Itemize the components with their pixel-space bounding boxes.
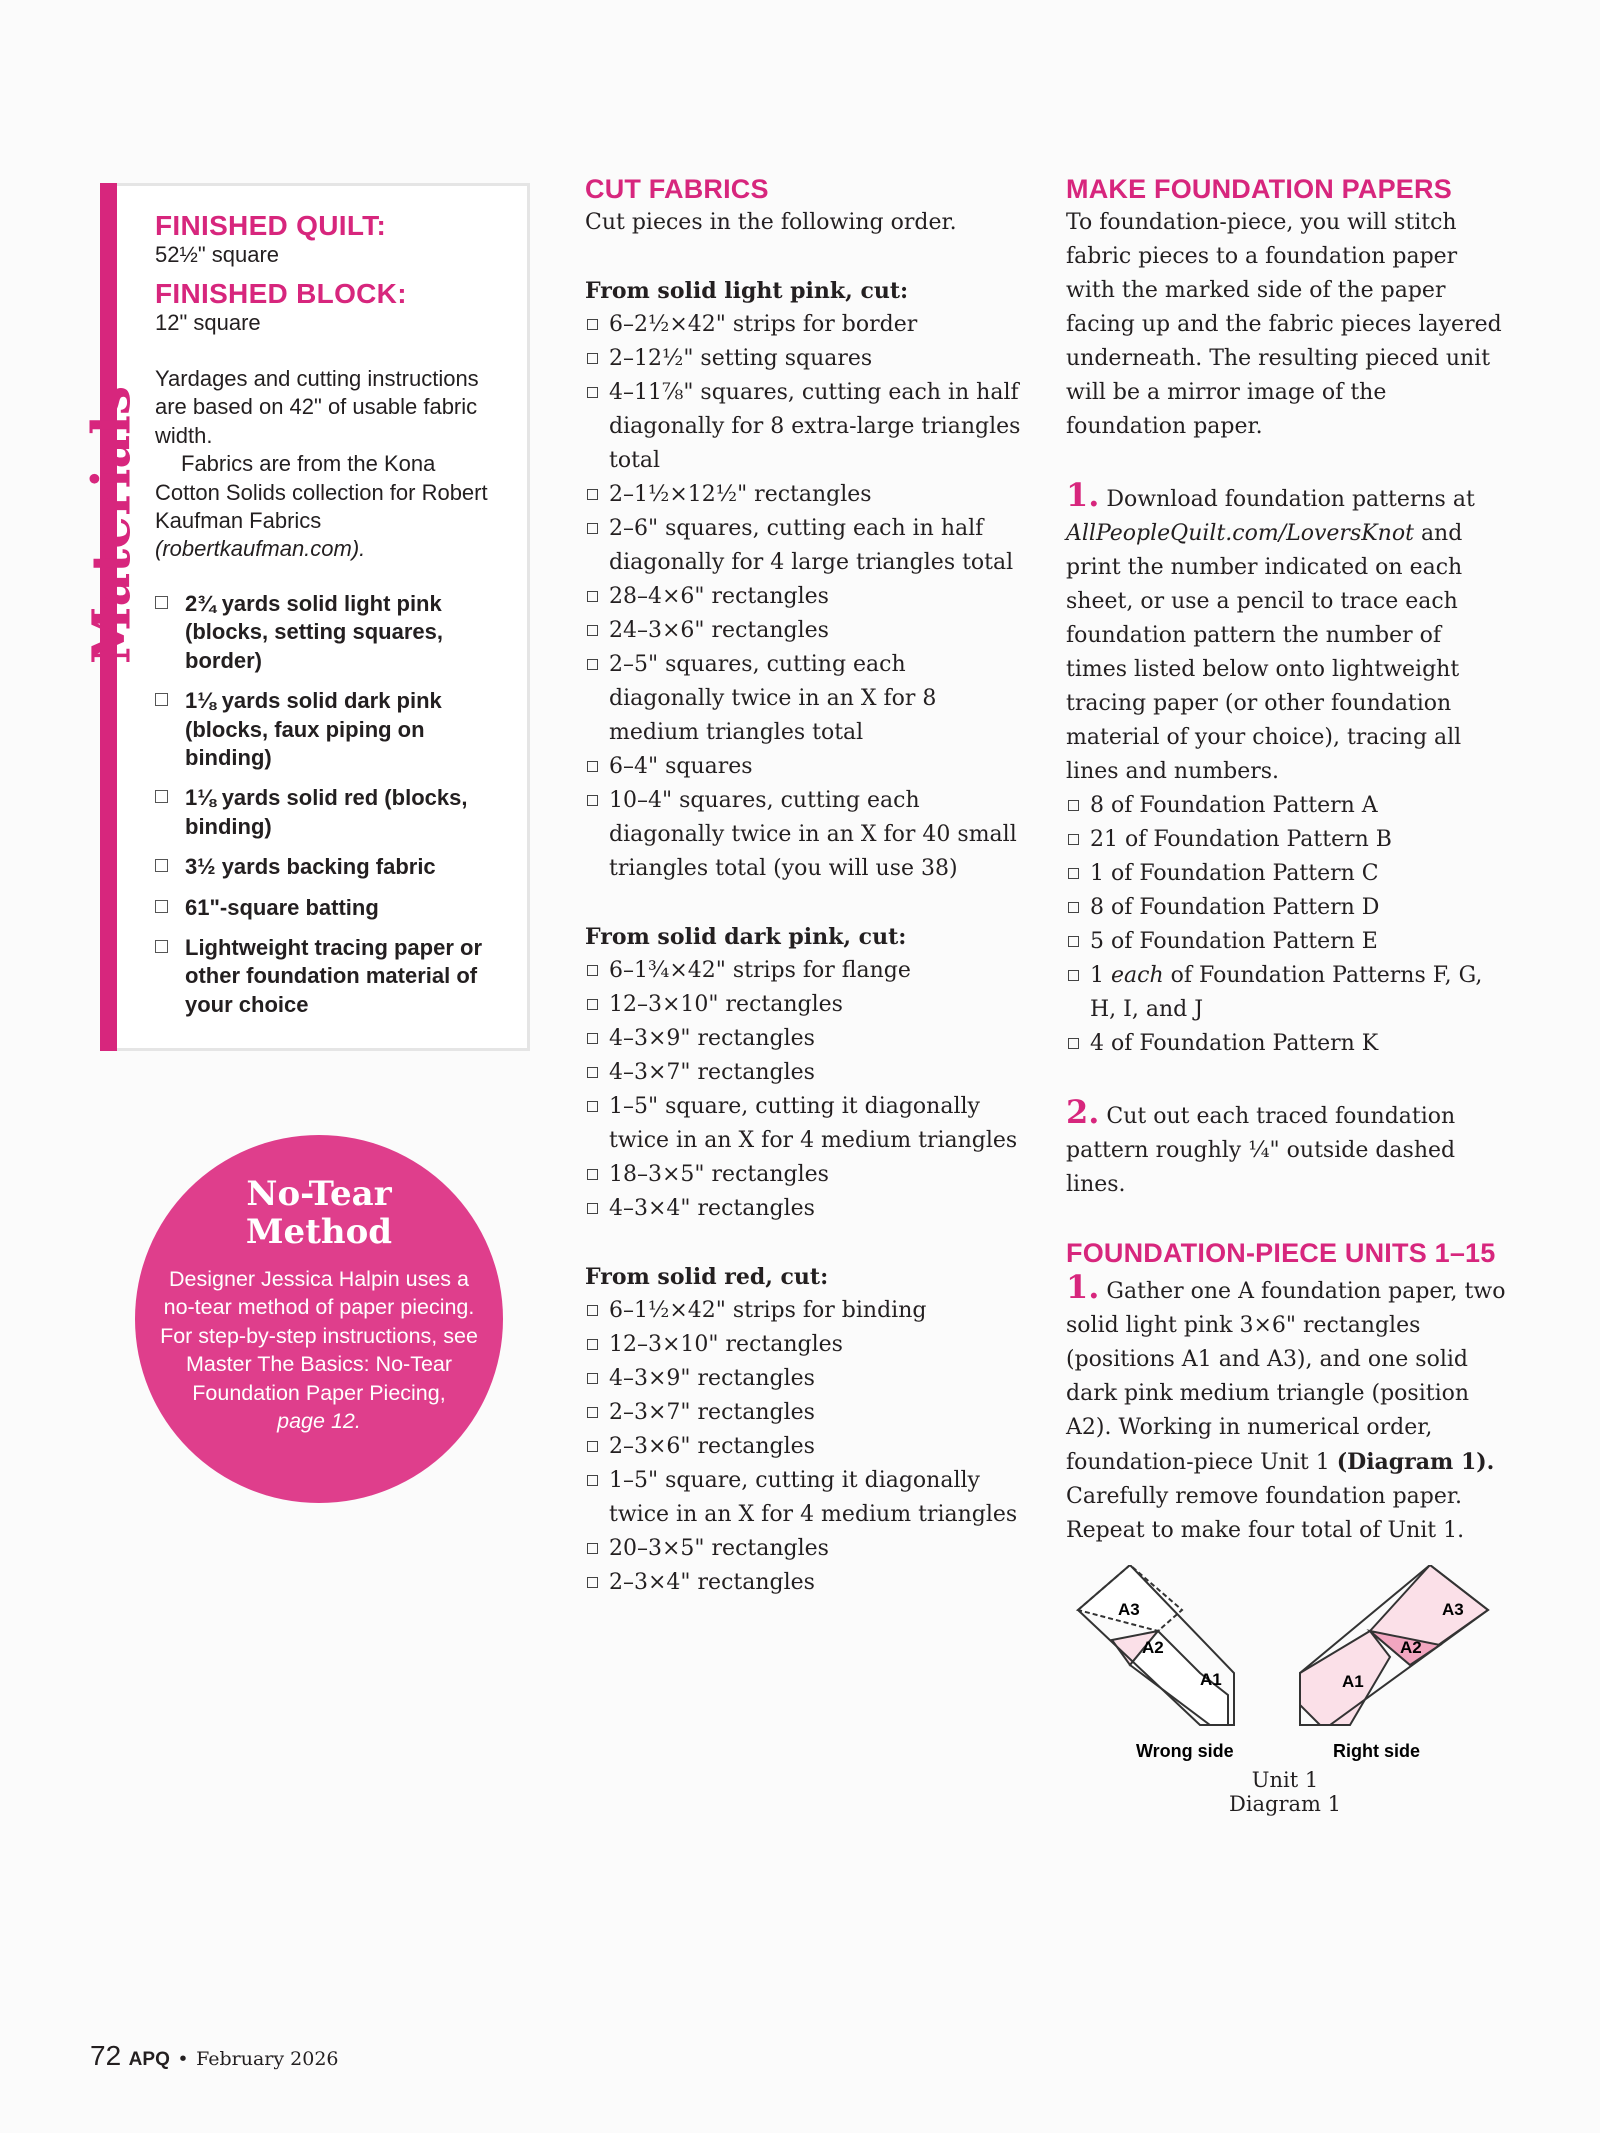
checkbox-icon (155, 693, 168, 706)
cut-item: 24–3×6" rectangles (585, 614, 1025, 648)
cut-item: 10–4" squares, cutting each diagonally twice in an X for 40 small triangles total (you will use 38) (585, 784, 1025, 886)
issue-date: February 2026 (196, 2048, 339, 2070)
checkbox-icon (587, 1203, 598, 1214)
checkbox-icon (587, 1305, 598, 1316)
checkbox-icon (155, 859, 168, 872)
cut-item: 12–3×10" rectangles (585, 1328, 1025, 1362)
checkbox-icon (155, 900, 168, 913)
finished-quilt-value: 52½" square (155, 242, 280, 267)
cut-fabrics-column (585, 172, 1025, 1600)
page-footer (90, 2040, 339, 2072)
materials-list (155, 590, 505, 1031)
materials-intro-3: (robertkaufman.com). (155, 536, 366, 562)
checkbox-icon (587, 795, 598, 806)
checkbox-icon (1068, 1038, 1079, 1049)
units-heading: FOUNDATION-PIECE UNITS 1–15 (1066, 1238, 1496, 1268)
checkbox-icon (587, 1475, 598, 1486)
no-tear-sidebar (135, 1135, 503, 1503)
materials-intro-1: Yardages and cutting instructions are based on 42" of usable fabric width. (155, 366, 479, 448)
checkbox-icon (587, 1441, 598, 1452)
separator: • (177, 2048, 189, 2070)
cut-item: 2–3×7" rectangles (585, 1396, 1025, 1430)
checkbox-icon (1068, 902, 1079, 913)
cut-item: 4–11⅞" squares, cutting each in half diagonally for 8 extra-large triangles total (585, 376, 1025, 478)
cut-item: 20–3×5" rectangles (585, 1532, 1025, 1566)
materials-item: Lightweight tracing paper or other foundation material of your choice (155, 934, 505, 1019)
step-number: 1. (1066, 1268, 1100, 1306)
label-a3: A3 (1442, 1600, 1464, 1619)
no-tear-title (135, 1175, 503, 1251)
step-number: 1. (1066, 476, 1100, 514)
materials-item: 3½ yards backing fabric (155, 853, 505, 881)
checkbox-icon (587, 1373, 598, 1384)
materials-title: Materials (81, 385, 143, 665)
checkbox-icon (587, 625, 598, 636)
label-a1: A1 (1200, 1670, 1222, 1689)
label-a3: A3 (1118, 1600, 1140, 1619)
checkbox-icon (587, 761, 598, 772)
checkbox-icon (587, 1577, 598, 1588)
checkbox-icon (587, 319, 598, 330)
cut-item: 12–3×10" rectangles (585, 988, 1025, 1022)
cut-item: 6–2½×42" strips for border (585, 308, 1025, 342)
cut-item: 6–1½×42" strips for binding (585, 1294, 1025, 1328)
cut-item: 1–5" square, cutting it diagonally twice in an X for 4 medium triangles (585, 1464, 1025, 1532)
foundation-heading: MAKE FOUNDATION PAPERS (1066, 174, 1452, 204)
pattern-item: 5 of Foundation Pattern E (1066, 925, 1506, 959)
finished-block-value: 12" square (155, 310, 261, 335)
magazine-name: APQ (128, 2049, 170, 2070)
step-number: 2. (1066, 1093, 1100, 1131)
checkbox-icon (1068, 800, 1079, 811)
checkbox-icon (587, 1543, 598, 1554)
materials-intro-2: Fabrics are from the Kona Cotton Solids collection for Robert Kaufman Fabrics (155, 451, 488, 534)
cut-fabrics-intro: Cut pieces in the following order. (585, 210, 957, 235)
checkbox-icon (155, 596, 168, 609)
pattern-item: 8 of Foundation Pattern A (1066, 789, 1506, 823)
materials-item: 2¾ yards solid light pink (blocks, setting squares, border) (155, 590, 505, 675)
cut-group-label: From solid dark pink, cut: (585, 924, 907, 950)
cut-item: 18–3×5" rectangles (585, 1158, 1025, 1192)
cut-item: 28–4×6" rectangles (585, 580, 1025, 614)
checkbox-icon (1068, 970, 1079, 981)
pattern-item: 4 of Foundation Pattern K (1066, 1027, 1506, 1061)
label-a2: A2 (1400, 1638, 1422, 1657)
foundation-step-1: 1. Download foundation patterns at AllPeopleQuilt.com/LoversKnot and print the number indicated on each sheet, or use a pencil to trace each foundation pattern the number of times listed below onto lightweight tracing paper (or other foundation material of your choice), tracing all lines and numbers. (1066, 476, 1475, 784)
foundation-intro: To foundation-piece, you will stitch fabric pieces to a foundation paper with the marked side of the paper facing up and the fabric pieces layered underneath. The resulting pieced unit will be a mirror image of the foundation paper. (1066, 210, 1502, 439)
cut-list (585, 954, 1025, 1226)
cut-item: 6–4" squares (585, 750, 1025, 784)
checkbox-icon (587, 1067, 598, 1078)
foundation-column (1066, 172, 1506, 1548)
cut-group-label: From solid light pink, cut: (585, 278, 909, 304)
checkbox-icon (1068, 868, 1079, 879)
checkbox-icon (587, 387, 598, 398)
checkbox-icon (587, 659, 598, 670)
cut-item: 2–1½×12½" rectangles (585, 478, 1025, 512)
finished-block-label: FINISHED BLOCK: (155, 278, 407, 309)
label-a2: A2 (1142, 1638, 1164, 1657)
checkbox-icon (587, 591, 598, 602)
right-side-unit (1300, 1565, 1488, 1725)
cut-fabrics-heading: CUT FABRICS (585, 174, 769, 204)
checkbox-icon (587, 523, 598, 534)
materials-item: 1⅛ yards solid red (blocks, binding) (155, 784, 505, 841)
cut-item: 6–1¾×42" strips for flange (585, 954, 1025, 988)
pattern-list (1066, 789, 1506, 1061)
checkbox-icon (155, 790, 168, 803)
no-tear-page-ref: page 12. (277, 1409, 361, 1434)
cut-list (585, 1294, 1025, 1600)
checkbox-icon (587, 1101, 598, 1112)
right-side-label: Right side (1333, 1741, 1421, 1761)
units-step-1: 1. Gather one A foundation paper, two solid light pink 3×6" rectangles (positions A1 and A3), and one solid dark pink medium triangle (position A2). Working in numerical order, foundation-piece Unit 1 (Diagram 1). Carefully remove foundation paper. Repeat to make four total of Unit 1. (1066, 1268, 1506, 1543)
cut-item: 1–5" square, cutting it diagonally twice in an X for 4 medium triangles (585, 1090, 1025, 1158)
finished-quilt-label: FINISHED QUILT: (155, 210, 387, 241)
pattern-item: 1 of Foundation Pattern C (1066, 857, 1506, 891)
cut-item: 2–5" squares, cutting each diagonally twice in an X for 8 medium triangles total (585, 648, 1025, 750)
cut-item: 2–3×4" rectangles (585, 1566, 1025, 1600)
checkbox-icon (587, 1033, 598, 1044)
checkbox-icon (587, 353, 598, 364)
checkbox-icon (587, 1169, 598, 1180)
checkbox-icon (1068, 936, 1079, 947)
pattern-item: 1 each of Foundation Patterns F, G, H, I, and J (1066, 959, 1506, 1027)
label-a1: A1 (1342, 1672, 1364, 1691)
checkbox-icon (587, 999, 598, 1010)
checkbox-icon (155, 940, 168, 953)
checkbox-icon (587, 489, 598, 500)
materials-item: 1⅛ yards solid dark pink (blocks, faux piping on binding) (155, 687, 505, 772)
a3-piece (1078, 1565, 1182, 1631)
materials-intro (155, 365, 495, 564)
page-number: 72 (90, 2040, 122, 2071)
cut-item: 4–3×9" rectangles (585, 1022, 1025, 1056)
wrong-side-unit (1078, 1565, 1234, 1725)
cut-item: 2–3×6" rectangles (585, 1430, 1025, 1464)
checkbox-icon (587, 1339, 598, 1350)
website-link: AllPeopleQuilt.com/LoversKnot (1066, 521, 1414, 546)
checkbox-icon (587, 965, 598, 976)
cut-group-label: From solid red, cut: (585, 1264, 829, 1290)
materials-item: 61"-square batting (155, 894, 505, 922)
cut-item: 4–3×4" rectangles (585, 1192, 1025, 1226)
foundation-step-2: 2. Cut out each traced foundation pattern roughly ¼" outside dashed lines. (1066, 1093, 1456, 1197)
no-tear-body: Designer Jessica Halpin uses a no-tear method of paper piecing. For step-by-step instructions, see Master The Basics: No-Tear Foundation Paper Piecing, page 12. (155, 1265, 483, 1435)
pattern-item: 8 of Foundation Pattern D (1066, 891, 1506, 925)
wrong-side-label: Wrong side (1136, 1741, 1234, 1761)
cut-item: 4–3×9" rectangles (585, 1362, 1025, 1396)
cut-list (585, 308, 1025, 886)
diagram-caption: Unit 1 Diagram 1 (1228, 1768, 1342, 1816)
checkbox-icon (1068, 834, 1079, 845)
cut-item: 2–6" squares, cutting each in half diagonally for 4 large triangles total (585, 512, 1025, 580)
cut-item: 2–12½" setting squares (585, 342, 1025, 376)
checkbox-icon (587, 1407, 598, 1418)
pattern-item: 21 of Foundation Pattern B (1066, 823, 1506, 857)
cut-item: 4–3×7" rectangles (585, 1056, 1025, 1090)
no-tear-title-text: No-Tear Method (245, 1174, 393, 1252)
